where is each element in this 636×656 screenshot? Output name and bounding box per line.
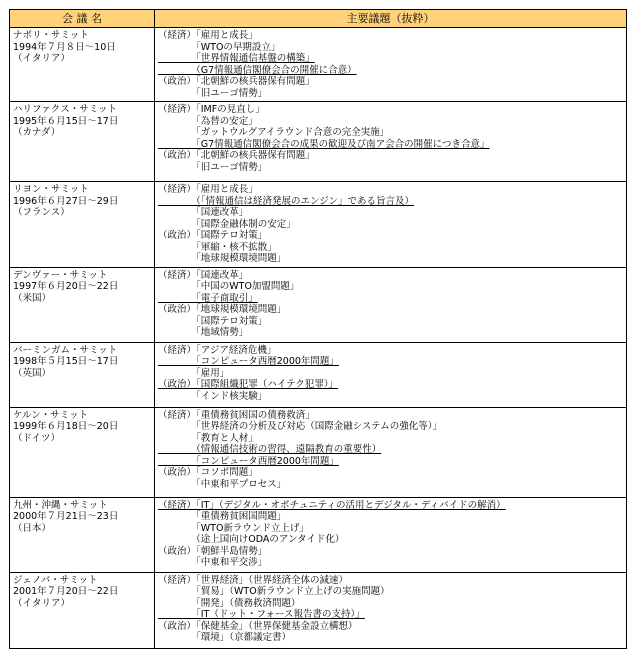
table-header-row [10,10,627,28]
summit-topics-cell [155,342,627,407]
topic-line: （政治）「地球規模環境問題」 [158,304,287,315]
summit-topics-cell [155,28,627,102]
summit-name: ジェノバ・サミット [13,574,98,586]
topic-line: （経済）「IMFの見直し」 [158,104,265,115]
topic-line: 「地域情勢」 [158,327,249,338]
topic-line: 「軍縮・核不拡散」 [158,241,277,253]
topic-line: 「WTO新ラウンド立上げ」 [158,522,309,534]
summit-date: 1994年７月８日～10日 [13,41,116,53]
topic-line: （経済）「アジア経済危機」 [158,344,277,356]
summit-name-cell [10,28,155,102]
summit-name-cell [10,342,155,407]
topic-line: 「電子商取引」 [158,292,258,304]
topic-line: 「WTOの早期設立」 [158,41,281,53]
topic-line: （政治）「北朝鮮の核兵器保有問題」 [158,150,315,161]
table-row [10,572,627,648]
topic-line: （経済）「国連改革」 [158,269,249,281]
topic-line: （政治）「保健基金」（世界保健基金設立構想） [158,620,358,632]
summit-country: （ドイツ） [13,432,61,444]
table-row [10,497,627,572]
summit-agenda-table [9,9,627,649]
topic-line: 「国際テロ対策」 [158,315,268,327]
topic-line: 「雇用」 [158,367,230,379]
header-main-topics: 主要議題（抜粋） [155,10,627,28]
topic-line: （経済）「IT」（デジタル・オポチュニティの活用とデジタル・ディバイドの解消） [158,499,506,511]
summit-date: 2001年７月20日～22日 [13,586,119,597]
topic-line: （政治）「朝鮮半島情勢」 [158,545,268,557]
table-row [10,407,627,497]
summit-date: 2000年７月21日～23日 [13,511,119,522]
summit-country: （米国） [13,292,52,304]
topic-line: （政治）「北朝鮮の核兵器保有問題」 [158,76,315,87]
topic-line: （政治）「国際テロ対策」 [158,230,268,241]
summit-name-cell [10,497,155,572]
topic-line: 「ガットウルグアイラウンド合意の完全実施」 [158,127,390,138]
topic-line: 「中国のWTO加盟問題」 [158,281,300,292]
summit-name: ケルン・サミット [13,409,89,421]
topic-line: （経済）「雇用と成長」 [158,30,258,41]
topic-line: 「環境」（京都議定書） [158,632,292,643]
summit-name-cell [10,102,155,182]
header-meeting-name: 会 議 名 [10,10,155,28]
summit-topics-cell [155,182,627,268]
summit-name: 九州・沖縄・サミット [13,499,108,511]
summit-topics-cell [155,572,627,648]
topic-line: 「インド核実験」 [158,390,268,402]
summit-date: 1997年６月20日～22日 [13,281,119,292]
topic-line: 「重債務貧困国問題」 [158,511,287,522]
topic-line: （政治）「国際組織犯罪（ハイテク犯罪）」 [158,379,339,390]
summit-topics-cell [155,407,627,497]
summit-country: （カナダ） [13,127,61,138]
topic-line: 「地球規模環境問題」 [158,253,287,264]
topic-line: 「貿易」（WTO新ラウンド立上げの実施問題） [158,586,390,597]
topic-line: 「中東和平交渉」 [158,557,268,568]
summit-topics-cell [155,497,627,572]
topic-line: （途上国向けODAのアンタイド化） [158,534,345,545]
topic-line: 「世界経済の分析及び対応（国際金融システムの強化等）」 [158,421,443,432]
topic-line: 「コンピュータ西暦2000年問題」 [158,455,339,467]
summit-name-cell [10,572,155,648]
topic-line: 「旧ユーゴ情勢」 [158,87,268,99]
topic-line: 「為替の安定」 [158,115,258,127]
summit-name: デンヴァー・サミット [13,269,108,281]
summit-country: （フランス） [13,207,70,218]
summit-country: （イタリア） [13,597,71,609]
summit-date: 1999年６月18日～20日 [13,421,119,432]
summit-name: ハリファクス・サミット [13,104,118,115]
topic-line: （政治）「コソボ問題」 [158,467,258,478]
topic-line: 「教育と人材」 [158,432,258,444]
summit-name: リヨン・サミット [13,184,89,195]
topic-line: 「旧ユーゴ情勢」 [158,161,268,173]
summit-name: バーミンガム・サミット [13,344,118,356]
table-row [10,182,627,268]
summit-topics-cell [155,267,627,342]
table-row [10,102,627,182]
summit-topics-cell [155,102,627,182]
table-row [10,342,627,407]
table-row [10,28,627,102]
summit-country: （イタリア） [13,53,71,64]
topic-line: 「世界情報通信基盤の構築」 [158,53,315,64]
summit-name-cell [10,267,155,342]
topic-line: （「情報通信は経済発展のエンジン」である旨言及） [158,195,415,207]
topic-line: （経済）「重債務貧困国の債務救済」 [158,409,315,421]
summit-name: ナポリ・サミット [13,30,89,41]
topic-line: 「国際金融体制の安定」 [158,218,296,230]
table-body [10,28,627,649]
topic-line: 「開発」（債務救済問題） [158,597,301,609]
table-row [10,267,627,342]
topic-line: 「G7情報通信閣僚会合の成果の歓迎及び南ア会合の開催につき合意」 [158,138,490,150]
topic-line: 「コンピュータ西暦2000年問題」 [158,356,339,367]
summit-date: 1998年５月15日～17日 [13,356,119,367]
summit-country: （英国） [13,367,52,379]
topic-line: （経済）「世界経済」（世界経済全体の減速） [158,574,349,586]
topic-line: （情報通信技術の習得、遠隔教育の重要性） [158,444,382,455]
summit-date: 1996年６月27日～29日 [13,195,119,207]
topic-line: 「中東和平プロセス」 [158,478,287,490]
topic-line: 「国連改革」 [158,207,249,218]
summit-name-cell [10,182,155,268]
topic-line: （G7情報通信閣僚会合の開催に合意） [158,64,357,76]
summit-country: （日本） [13,522,52,534]
topic-line: （経済）「雇用と成長」 [158,184,258,195]
summit-date: 1995年６月15日～17日 [13,115,119,127]
summit-name-cell [10,407,155,497]
topic-line: 「IT（ドット・フォース報告書の支持）」 [158,609,365,620]
